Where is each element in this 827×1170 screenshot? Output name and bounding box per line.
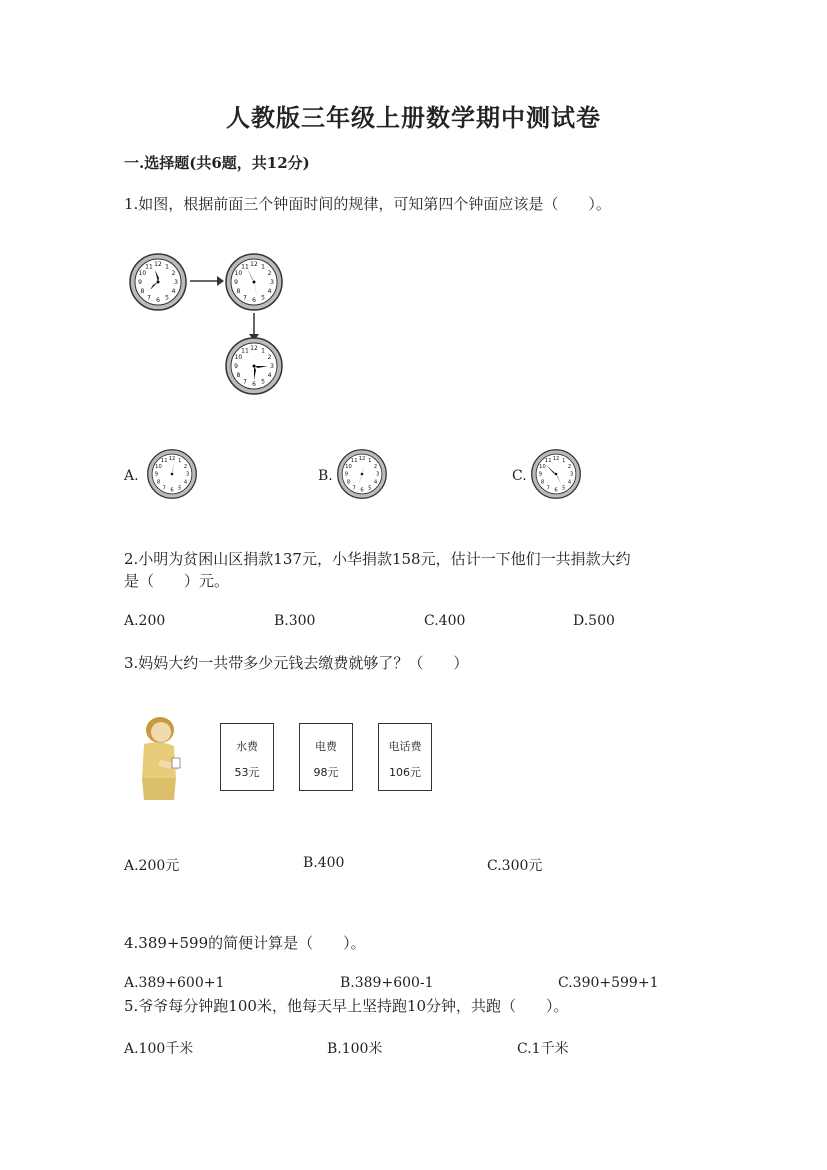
q1-option-a[interactable]: A. <box>124 468 139 484</box>
clock-number: 3 <box>174 279 178 286</box>
clock-number: 2 <box>183 463 188 470</box>
clock-number: 12 <box>358 456 366 463</box>
clock-number: 1 <box>261 263 265 271</box>
q4-option-a[interactable]: A.389+600+1 <box>124 975 225 991</box>
clock-number: 6 <box>252 297 256 304</box>
question-2-line-1: 2.小明为贫困山区捐款137元，小华捐款158元，估计一下他们一共捐款大约 <box>124 550 631 568</box>
clock-number: 3 <box>185 471 190 478</box>
q3-option-a[interactable]: A.200元 <box>124 858 180 874</box>
electric-bill-name: 电费 <box>315 740 337 753</box>
clock-number: 12 <box>154 261 162 268</box>
q5-option-a[interactable]: A.100千米 <box>124 1041 194 1057</box>
arrow-right-icon <box>190 275 224 287</box>
clock-number: 2 <box>267 354 272 361</box>
clock-number: 12 <box>168 456 176 463</box>
clock-number: 3 <box>569 471 574 478</box>
q5-option-b[interactable]: B.100米 <box>327 1041 383 1057</box>
clock-2-icon <box>224 252 284 312</box>
question-3-text: 3.妈妈大约一共带多少元钱去缴费就够了？（ ） <box>124 654 469 672</box>
clock-number: 5 <box>165 294 169 302</box>
clock-1-icon <box>128 252 188 312</box>
clock-number: 4 <box>183 479 188 486</box>
clock-number: 10 <box>234 354 243 361</box>
clock-number: 8 <box>140 288 145 295</box>
clock-number: 5 <box>562 485 566 492</box>
clock-number: 2 <box>267 270 272 277</box>
water-bill-card <box>220 723 274 791</box>
clock-number: 1 <box>261 347 265 355</box>
section-heading: 一.选择题(共6题，共12分) <box>124 154 310 172</box>
option-c-clock-icon <box>530 448 582 500</box>
q2-option-b[interactable]: B.300 <box>274 613 316 629</box>
page-title: 人教版三年级上册数学期中测试卷 <box>226 103 601 132</box>
electric-bill-card <box>299 723 353 791</box>
clock-number: 12 <box>250 345 258 352</box>
clock-number: 11 <box>145 263 153 271</box>
clock-number: 11 <box>241 347 249 355</box>
clock-number: 4 <box>373 479 378 486</box>
clock-number: 9 <box>538 471 543 478</box>
phone-bill-card <box>378 723 432 791</box>
clock-number: 11 <box>544 458 552 465</box>
clock-number: 7 <box>243 378 247 386</box>
clock-number: 2 <box>171 270 176 277</box>
phone-bill-price: 106元 <box>389 766 421 779</box>
option-a-clock-icon <box>146 448 198 500</box>
clock-number: 7 <box>162 485 166 492</box>
q4-option-b[interactable]: B.389+600-1 <box>340 975 434 991</box>
clock-number: 5 <box>261 378 265 386</box>
q2-option-d[interactable]: D.500 <box>573 613 615 629</box>
clock-number: 5 <box>178 485 182 492</box>
q4-option-c[interactable]: C.390+599+1 <box>558 975 659 991</box>
clock-number: 9 <box>138 279 142 286</box>
clock-number: 10 <box>345 463 352 470</box>
mother-illustration-icon <box>130 712 186 802</box>
clock-number: 9 <box>234 279 238 286</box>
clock-number: 6 <box>156 297 160 304</box>
clock-number: 11 <box>350 458 358 465</box>
clock-3-icon <box>224 336 284 396</box>
clock-number: 7 <box>147 294 151 302</box>
clock-number: 8 <box>236 372 241 379</box>
q3-option-c[interactable]: C.300元 <box>487 858 543 874</box>
q2-option-a[interactable]: A.200 <box>124 613 166 629</box>
clock-number: 6 <box>554 487 558 494</box>
clock-number: 8 <box>346 479 351 486</box>
phone-bill-name: 电话费 <box>388 740 422 753</box>
question-4-text: 4.389+599的简便计算是（ ）。 <box>124 934 366 952</box>
question-1-text: 1.如图，根据前面三个钟面时间的规律，可知第四个钟面应该是（ ）。 <box>124 195 611 213</box>
clock-number: 3 <box>270 279 274 286</box>
clock-number: 6 <box>252 381 256 388</box>
clock-number: 3 <box>270 363 274 370</box>
clock-number: 7 <box>243 294 247 302</box>
clock-number: 4 <box>267 288 272 295</box>
water-bill-price: 53元 <box>234 766 260 779</box>
clock-number: 11 <box>241 263 249 271</box>
clock-number: 2 <box>373 463 378 470</box>
question-2-line-2: 是（ ）元。 <box>124 572 230 590</box>
clock-number: 8 <box>156 479 161 486</box>
clock-number: 11 <box>160 458 168 465</box>
option-b-clock-icon <box>336 448 388 500</box>
clock-number: 12 <box>250 261 258 268</box>
q1-option-c[interactable]: C. <box>512 468 527 484</box>
clock-number: 5 <box>261 294 265 302</box>
clock-number: 3 <box>375 471 380 478</box>
clock-number: 4 <box>267 372 272 379</box>
q3-option-b[interactable]: B.400 <box>303 855 345 871</box>
clock-number: 4 <box>567 479 572 486</box>
clock-number: 6 <box>170 487 174 494</box>
clock-number: 6 <box>360 487 364 494</box>
q5-option-c[interactable]: C.1千米 <box>517 1041 569 1057</box>
electric-bill-price: 98元 <box>313 766 339 779</box>
clock-number: 1 <box>368 458 372 465</box>
clock-number: 9 <box>154 471 159 478</box>
clock-number: 1 <box>165 263 169 271</box>
clock-number: 10 <box>138 270 147 277</box>
clock-number: 12 <box>552 456 560 463</box>
clock-number: 8 <box>236 288 241 295</box>
question-5-text: 5.爷爷每分钟跑100米，他每天早上坚持跑10分钟，共跑（ ）。 <box>124 997 569 1015</box>
clock-number: 9 <box>234 363 238 370</box>
clock-number: 10 <box>539 463 546 470</box>
clock-number: 8 <box>540 479 545 486</box>
clock-number: 10 <box>234 270 243 277</box>
clock-number: 10 <box>155 463 162 470</box>
clock-number: 1 <box>178 458 182 465</box>
clock-number: 4 <box>171 288 176 295</box>
clock-number: 5 <box>368 485 372 492</box>
clock-number: 9 <box>344 471 349 478</box>
q2-option-c[interactable]: C.400 <box>424 613 466 629</box>
clock-number: 7 <box>352 485 356 492</box>
q1-option-b[interactable]: B. <box>318 468 333 484</box>
clock-number: 1 <box>562 458 566 465</box>
clock-number: 2 <box>567 463 572 470</box>
water-bill-name: 水费 <box>236 740 258 753</box>
clock-number: 7 <box>546 485 550 492</box>
